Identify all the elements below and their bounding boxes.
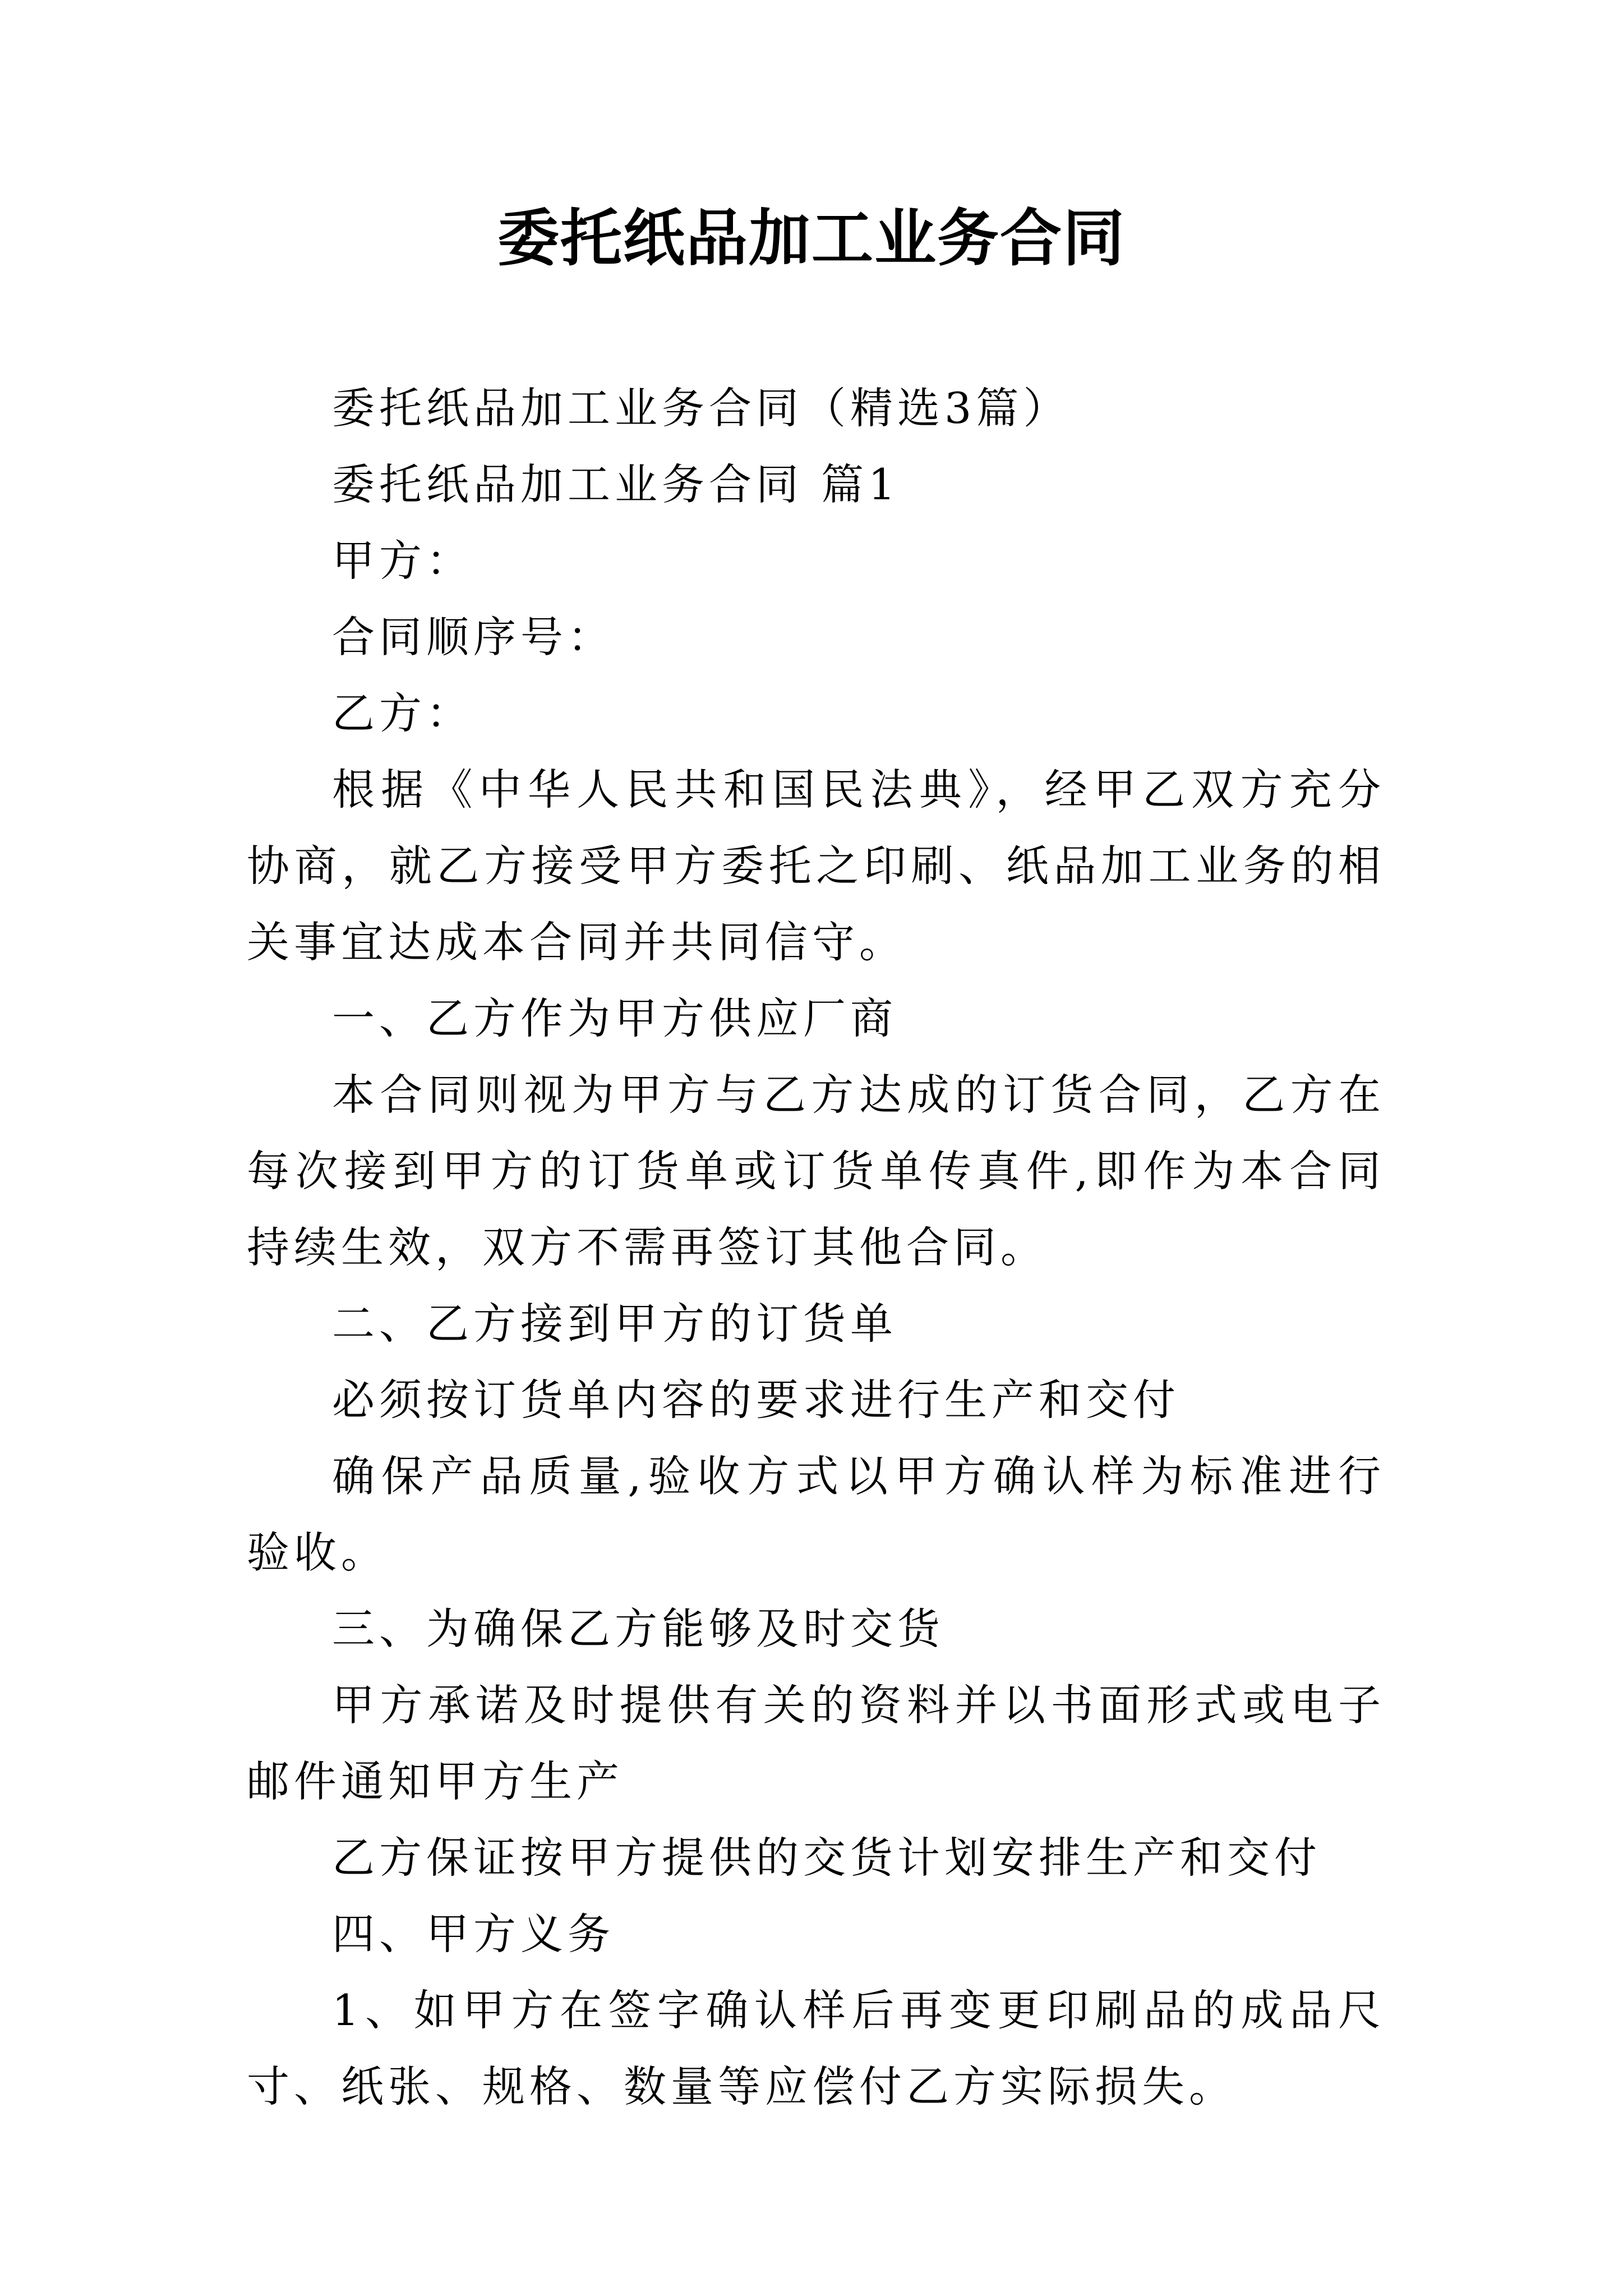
paragraph-subtitle: 委托纸品加工业务合同（精选3篇） <box>332 383 1071 433</box>
paragraph-clause-2-heading: 二、乙方接到甲方的订货单 <box>332 1299 897 1349</box>
paragraph-clause-3-heading: 三、为确保乙方能够及时交货 <box>332 1604 944 1654</box>
paragraph-party-a: 甲方： <box>332 536 473 586</box>
document-title: 委托纸品加工业务合同 <box>497 202 1126 274</box>
paragraph-clause-1-heading: 一、乙方作为甲方供应厂商 <box>332 993 897 1043</box>
paragraph-contract-number: 合同顺序号： <box>332 612 615 662</box>
paragraph-clause-1-text: 本合同则视为甲方与乙方达成的订货合同，乙方在每次接到甲方的订货单或订货单传真件,即作为本合同持续生效，双方不需再签订其他合同。 <box>247 1070 1385 1272</box>
paragraph-clause-4-heading: 四、甲方义务 <box>332 1909 615 1959</box>
paragraph-clause-2-text-a: 必须按订货单内容的要求进行生产和交付 <box>332 1375 1180 1425</box>
paragraph-clause-3-text-b: 乙方保证按甲方提供的交货计划安排生产和交付 <box>332 1833 1321 1883</box>
document-body <box>247 370 1385 2125</box>
paragraph-preamble: 根据《中华人民共和国民法典》，经甲乙双方充分协商，就乙方接受甲方委托之印刷、纸品加工业务的相关事宜达成本合同并共同信守。 <box>247 765 1385 967</box>
paragraph-section-heading: 委托纸品加工业务合同 篇1 <box>332 459 900 509</box>
paragraph-party-b: 乙方： <box>332 688 473 738</box>
paragraph-clause-2-text-b: 确保产品质量,验收方式以甲方确认样为标准进行验收。 <box>247 1451 1385 1577</box>
paragraph-clause-3-text-a: 甲方承诺及时提供有关的资料并以书面形式或电子邮件通知甲方生产 <box>247 1680 1385 1806</box>
paragraph-clause-4-item-1: 1、如甲方在签字确认样后再变更印刷品的成品尺寸、纸张、规格、数量等应偿付乙方实际损失。 <box>247 1985 1385 2111</box>
